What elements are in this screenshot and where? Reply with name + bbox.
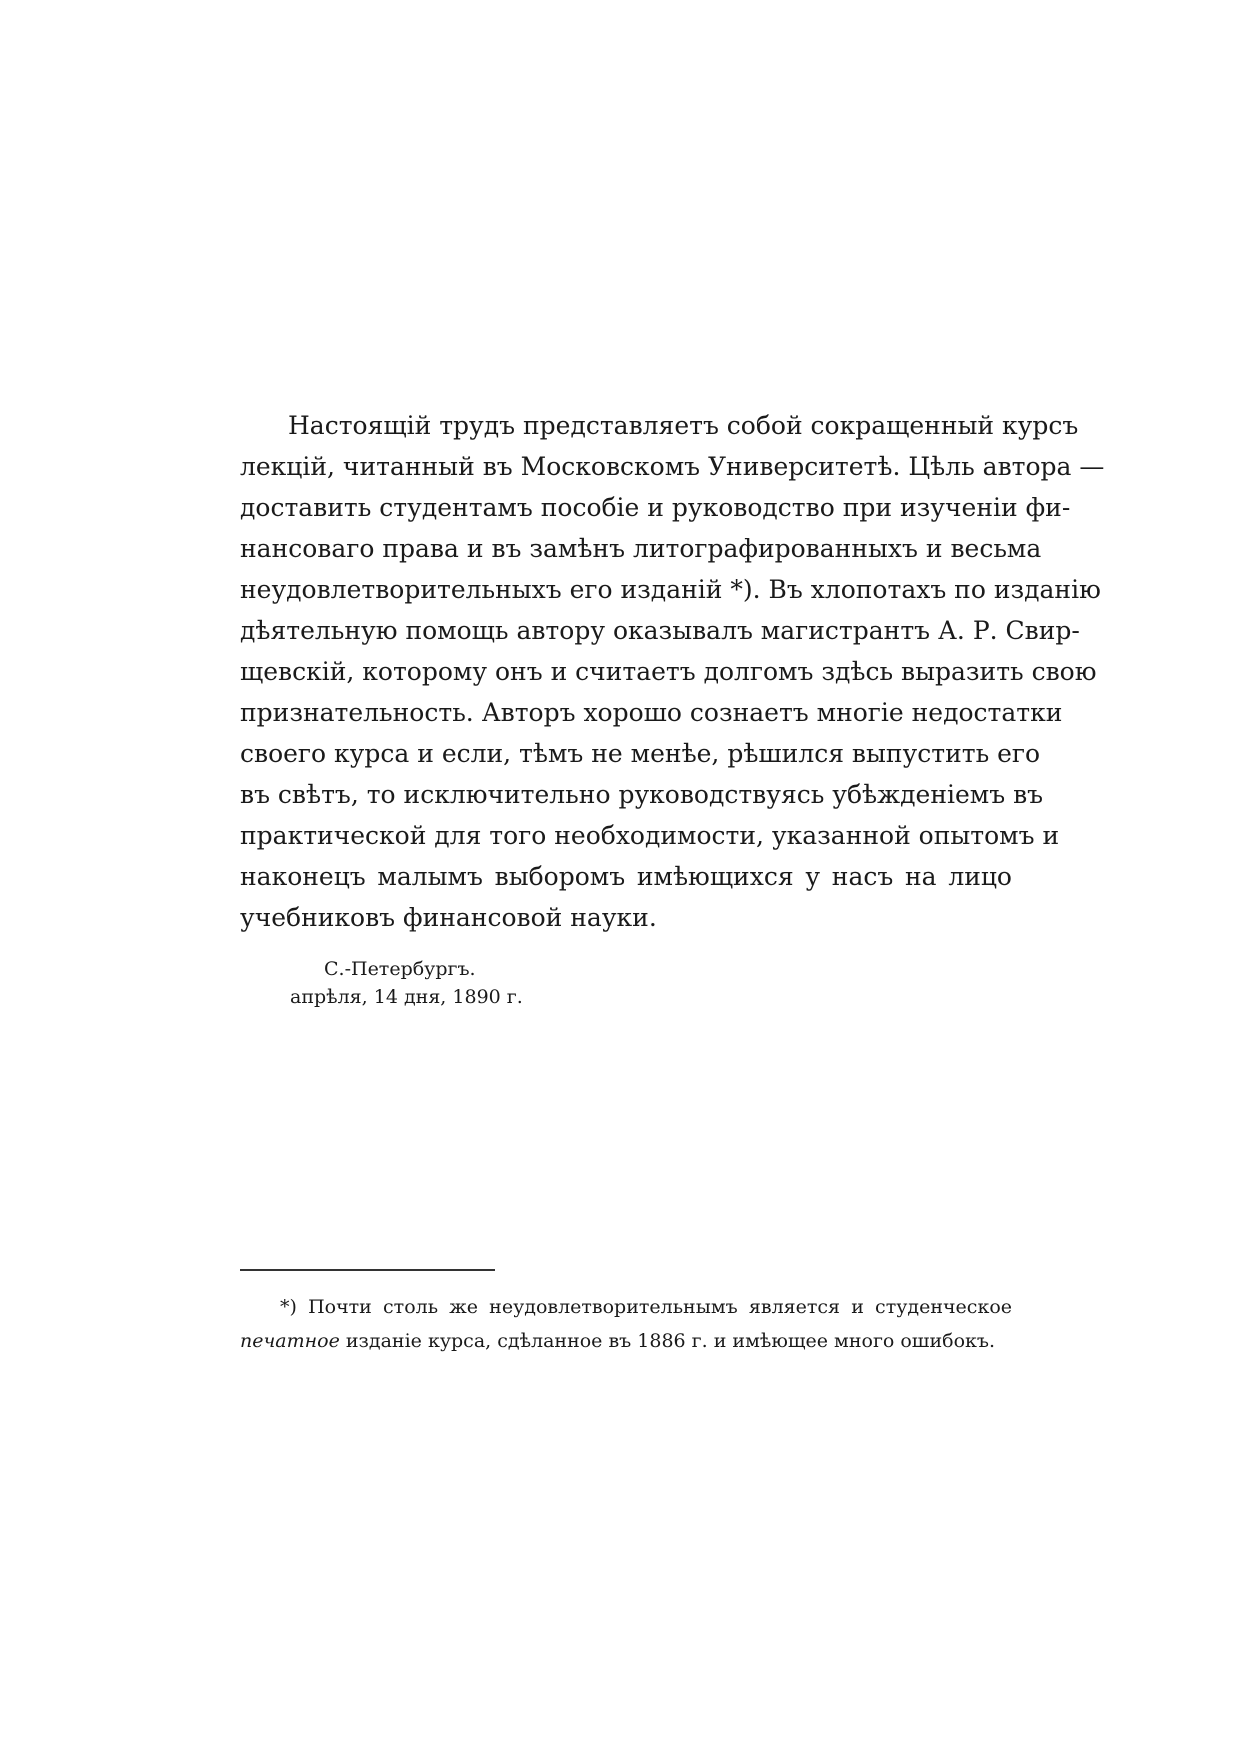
preface-line: доставить студентамъ пособіе и руководство при изученіи фи-: [240, 493, 1071, 522]
footnote-line: [240, 1324, 1012, 1358]
signature-date: апрѣля, 14 дня, 1890 г.: [290, 986, 523, 1008]
footnote-line-rest: изданіе курса, сдѣланное въ 1886 г. и имѣющее много ошибокъ.: [339, 1330, 996, 1352]
preface-line: лекцій, читанный въ Московскомъ Университетѣ. Цѣль автора —: [240, 452, 1105, 481]
preface-line: практической для того необходимости, указанной опытомъ и: [240, 821, 1060, 850]
preface-line: наконецъ малымъ выборомъ имѣющихся у насъ на лицо: [240, 862, 1012, 891]
preface-line: признательность. Авторъ хорошо сознаетъ многіе недостатки: [240, 698, 1063, 727]
footnote: [240, 1290, 1012, 1358]
footnote-line: *) Почти столь же неудовлетворительнымъ является и студенческое: [280, 1296, 1012, 1318]
preface-line: Настоящій трудъ представляетъ собой сокращенный курсъ: [288, 411, 1079, 440]
preface-line: неудовлетворительныхъ его изданій *). Въ хлопотахъ по изданію: [240, 575, 1101, 604]
preface-line: щевскій, которому онъ и считаетъ долгомъ здѣсь выразить свою: [240, 657, 1097, 686]
footnote-italic-word: печатное: [240, 1330, 340, 1352]
preface-line: учебниковъ финансовой науки.: [240, 903, 657, 932]
preface-line: въ свѣтъ, то исключительно руководствуясь убѣжденіемъ въ: [240, 780, 1044, 809]
preface-line: нансоваго права и въ замѣнъ литографированныхъ и весьма: [240, 534, 1042, 563]
footnote-divider: [240, 1269, 495, 1271]
signature-block: [290, 955, 523, 1011]
signature-place: С.-Петербургъ.: [324, 958, 476, 980]
preface-paragraph: [240, 405, 1105, 938]
preface-line: дѣятельную помощь автору оказывалъ магистрантъ А. Р. Свир-: [240, 616, 1080, 645]
preface-line: своего курса и если, тѣмъ не менѣе, рѣшился выпустить его: [240, 739, 1041, 768]
